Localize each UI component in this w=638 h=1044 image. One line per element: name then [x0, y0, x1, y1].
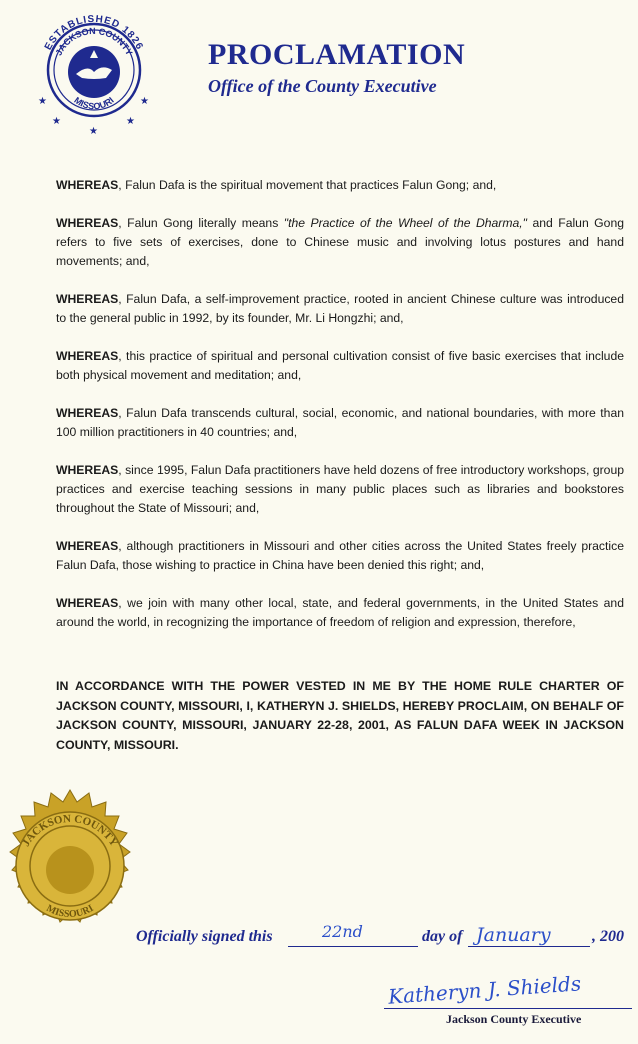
- signing-line: [136, 922, 636, 952]
- whereas-clause: [56, 594, 624, 632]
- page-title: PROCLAMATION: [208, 38, 466, 71]
- gold-seal-county-text: JACKSON COUNTY: [20, 812, 120, 849]
- clause-lead: WHEREAS: [56, 178, 119, 192]
- clause-text: , Falun Dafa transcends cultural, social, economic, and national boundaries, with more than 100 million practitioners in 40 countries; and,: [56, 406, 624, 439]
- clause-lead: WHEREAS: [56, 406, 119, 420]
- whereas-clause: [56, 461, 624, 518]
- clause-text: , Falun Dafa, a self-improvement practice, rooted in ancient Chinese culture was introduced to the general public in 1992, by its founder, Mr. Li Hongzhi; and,: [56, 292, 624, 325]
- whereas-clause: [56, 290, 624, 328]
- clause-text: , although practitioners in Missouri and other cities across the United States freely practice Falun Dafa, those wishing to practice in China have been denied this right; and,: [56, 539, 624, 572]
- clause-lead: WHEREAS: [56, 349, 119, 363]
- clause-text: , Falun Dafa is the spiritual movement that practices Falun Gong; and,: [118, 178, 497, 192]
- clause-lead: WHEREAS: [56, 216, 119, 230]
- seal-state-text: MISSOURI: [72, 94, 116, 112]
- signed-prefix: Officially signed this: [136, 928, 273, 945]
- whereas-clause: [56, 537, 624, 575]
- star-icon: ★: [126, 116, 135, 127]
- star-icon: ★: [89, 126, 98, 136]
- whereas-clauses: [56, 176, 624, 651]
- year-prefix: , 200: [592, 928, 624, 945]
- whereas-clause: [56, 404, 624, 442]
- star-icon: ★: [140, 96, 149, 107]
- clause-lead: WHEREAS: [56, 292, 119, 306]
- whereas-clause: [56, 347, 624, 385]
- clause-lead: WHEREAS: [56, 463, 119, 477]
- clause-lead: WHEREAS: [56, 596, 119, 610]
- clause-italic-quote: "the Practice of the Wheel of the Dharma,": [283, 216, 528, 230]
- clause-lead: WHEREAS: [56, 539, 119, 553]
- clause-text: , this practice of spiritual and personal cultivation consist of five basic exercises that include both physical movement and meditation; and,: [56, 349, 624, 382]
- signature-line: [384, 1008, 632, 1009]
- clause-text-continued: and Falun Gong refers to five sets of exercises, done to Chinese music and involving lotus postures and hand movements; and,: [56, 216, 624, 268]
- proclamation-statement: IN ACCORDANCE WITH THE POWER VESTED IN ME BY THE HOME RULE CHARTER OF JACKSON COUNTY, MISSOURI, I, KATHERYN J. SHIELDS, HEREBY PROCLAIM, ON BEHALF OF JACKSON COUNTY, MISSOURI, JANUARY 22-28, 2001, AS FALUN DAFA WEEK IN JACKSON COUNTY, MISSOURI.: [56, 679, 624, 752]
- clause-text: , since 1995, Falun Dafa practitioners have held dozens of free introductory workshops, group practices and exercise teaching sessions in many public places such as libraries and bookstores throughout the State of Missouri; and,: [56, 463, 624, 515]
- clause-text: , Falun Gong literally means: [118, 216, 284, 230]
- handwritten-month: January: [476, 924, 551, 946]
- signer-title: Jackson County Executive: [446, 1012, 582, 1026]
- whereas-clause: [56, 176, 624, 195]
- seal-established-text: ESTABLISHED 1826: [42, 13, 146, 53]
- gold-county-seal: [0, 786, 150, 946]
- star-icon: ★: [38, 96, 47, 107]
- page-subtitle: Office of the County Executive: [208, 76, 437, 96]
- star-icon: ★: [52, 116, 61, 127]
- clause-text: , we join with many other local, state, and federal governments, in the United States and around the world, in recognizing the importance of freedom of religion and expression, therefore,: [56, 596, 624, 629]
- handwritten-signature: Katheryn J. Shields: [387, 971, 582, 1009]
- day-of-text: day of: [422, 928, 463, 945]
- handwritten-day: 22nd: [322, 922, 363, 941]
- whereas-clause: [56, 214, 624, 271]
- gold-seal-state-text: MISSOURI: [44, 902, 96, 921]
- seal-county-text: JACKSON COUNTY: [53, 25, 135, 58]
- county-seal-logo: [32, 8, 156, 136]
